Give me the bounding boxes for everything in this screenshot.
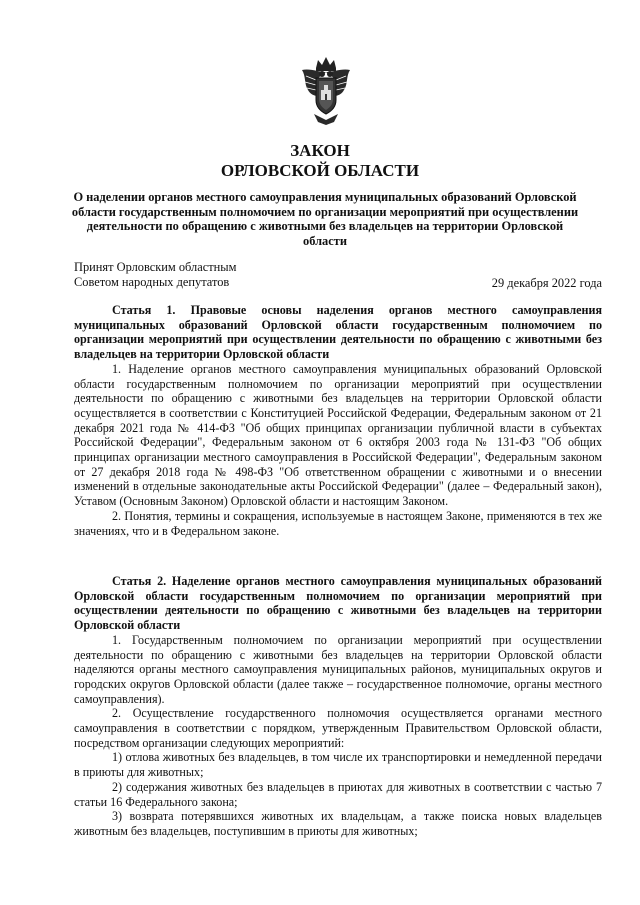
article-paragraph: 1. Государственным полномочием по организации мероприятий при осуществлении деятельности по обращению с животными без владельцев на территории Орловской области наделяются органы местного самоуправления муниципальных районов, муниципальных округов и городских округов Орловской области (далее также – государственное полномочие, органы местного самоуправления). xyxy=(74,632,602,706)
adoption-date: 29 декабря 2022 года xyxy=(491,276,602,290)
article-paragraph: 2. Понятия, термины и сокращения, используемые в настоящем Законе, применяются в тех же значениях, что и в Федеральном законе. xyxy=(74,508,602,538)
article-2 xyxy=(74,574,602,839)
adoption-line-2: Советом народных депутатов xyxy=(74,275,230,289)
law-subtitle: О наделении органов местного самоуправления муниципальных образований Орловской области государственным полномочием по организации мероприятий при осуществлении деятельности по обращению с животными без владельцев на территории Орловской области xyxy=(71,190,579,248)
orel-coat-of-arms-icon xyxy=(300,54,352,126)
article-title: Статья 2. Наделение органов местного самоуправления муниципальных образований Орловской области государственным полномочием по организации мероприятий при осуществлении деятельности по обращению с животными без владельцев на территории Орловской области xyxy=(74,574,602,633)
law-title: ЗАКОН xyxy=(290,141,350,160)
article-paragraph: 1. Наделение органов местного самоуправления муниципальных образований Орловской области государственным полномочием по организации мероприятий при осуществлении деятельности по обращению с животными без владельцев на территории Орловской области осуществляется в соответствии с Конституцией Российской Федерации, Федеральным законом от 21 декабря 2021 года № 414-ФЗ "Об общих принципах организации публичной власти в субъектах Российской Федерации", Федеральным законом от 6 октября 2003 года № 131-ФЗ "Об общих принципах организации местного самоуправления в Российской Федерации", Федеральным законом от 27 декабря 2018 года № 498-ФЗ "Об ответственном обращении с животными и о внесении изменений в отдельные законодательные акты Российской Федерации" (далее – Федеральный закон), Уставом (Основным Законом) Орловской области и настоящим Законом. xyxy=(74,361,602,509)
adoption-block xyxy=(74,260,236,290)
article-paragraph: 2. Осуществление государственного полномочия осуществляется органами местного самоуправления в соответствии с порядком, утвержденным Правительством Орловской области, посредством организации следующих мероприятий: xyxy=(74,706,602,750)
article-list-item: 3) возврата потерявшихся животных их владельцам, а также поиска новых владельцев животным без владельцев, поступившим в приюты для животных; xyxy=(74,809,602,838)
law-region: ОРЛОВСКОЙ ОБЛАСТИ xyxy=(220,161,420,180)
article-title: Статья 1. Правовые основы наделения органов местного самоуправления муниципальных образований Орловской области государственным полномочием по организации мероприятий при осуществлении деятельности по обращению с животными без владельцев на территории Орловской области xyxy=(74,303,602,362)
article-1 xyxy=(74,303,602,538)
adoption-line-1: Принят Орловским областным xyxy=(74,260,237,274)
article-list-item: 2) содержания животных без владельцев в приютах для животных в соответствии с частью 7 статьи 16 Федерального закона; xyxy=(74,779,602,809)
article-list-item: 1) отлова животных без владельцев, в том числе их транспортировки и немедленной передачи в приюты для животных; xyxy=(74,750,602,780)
